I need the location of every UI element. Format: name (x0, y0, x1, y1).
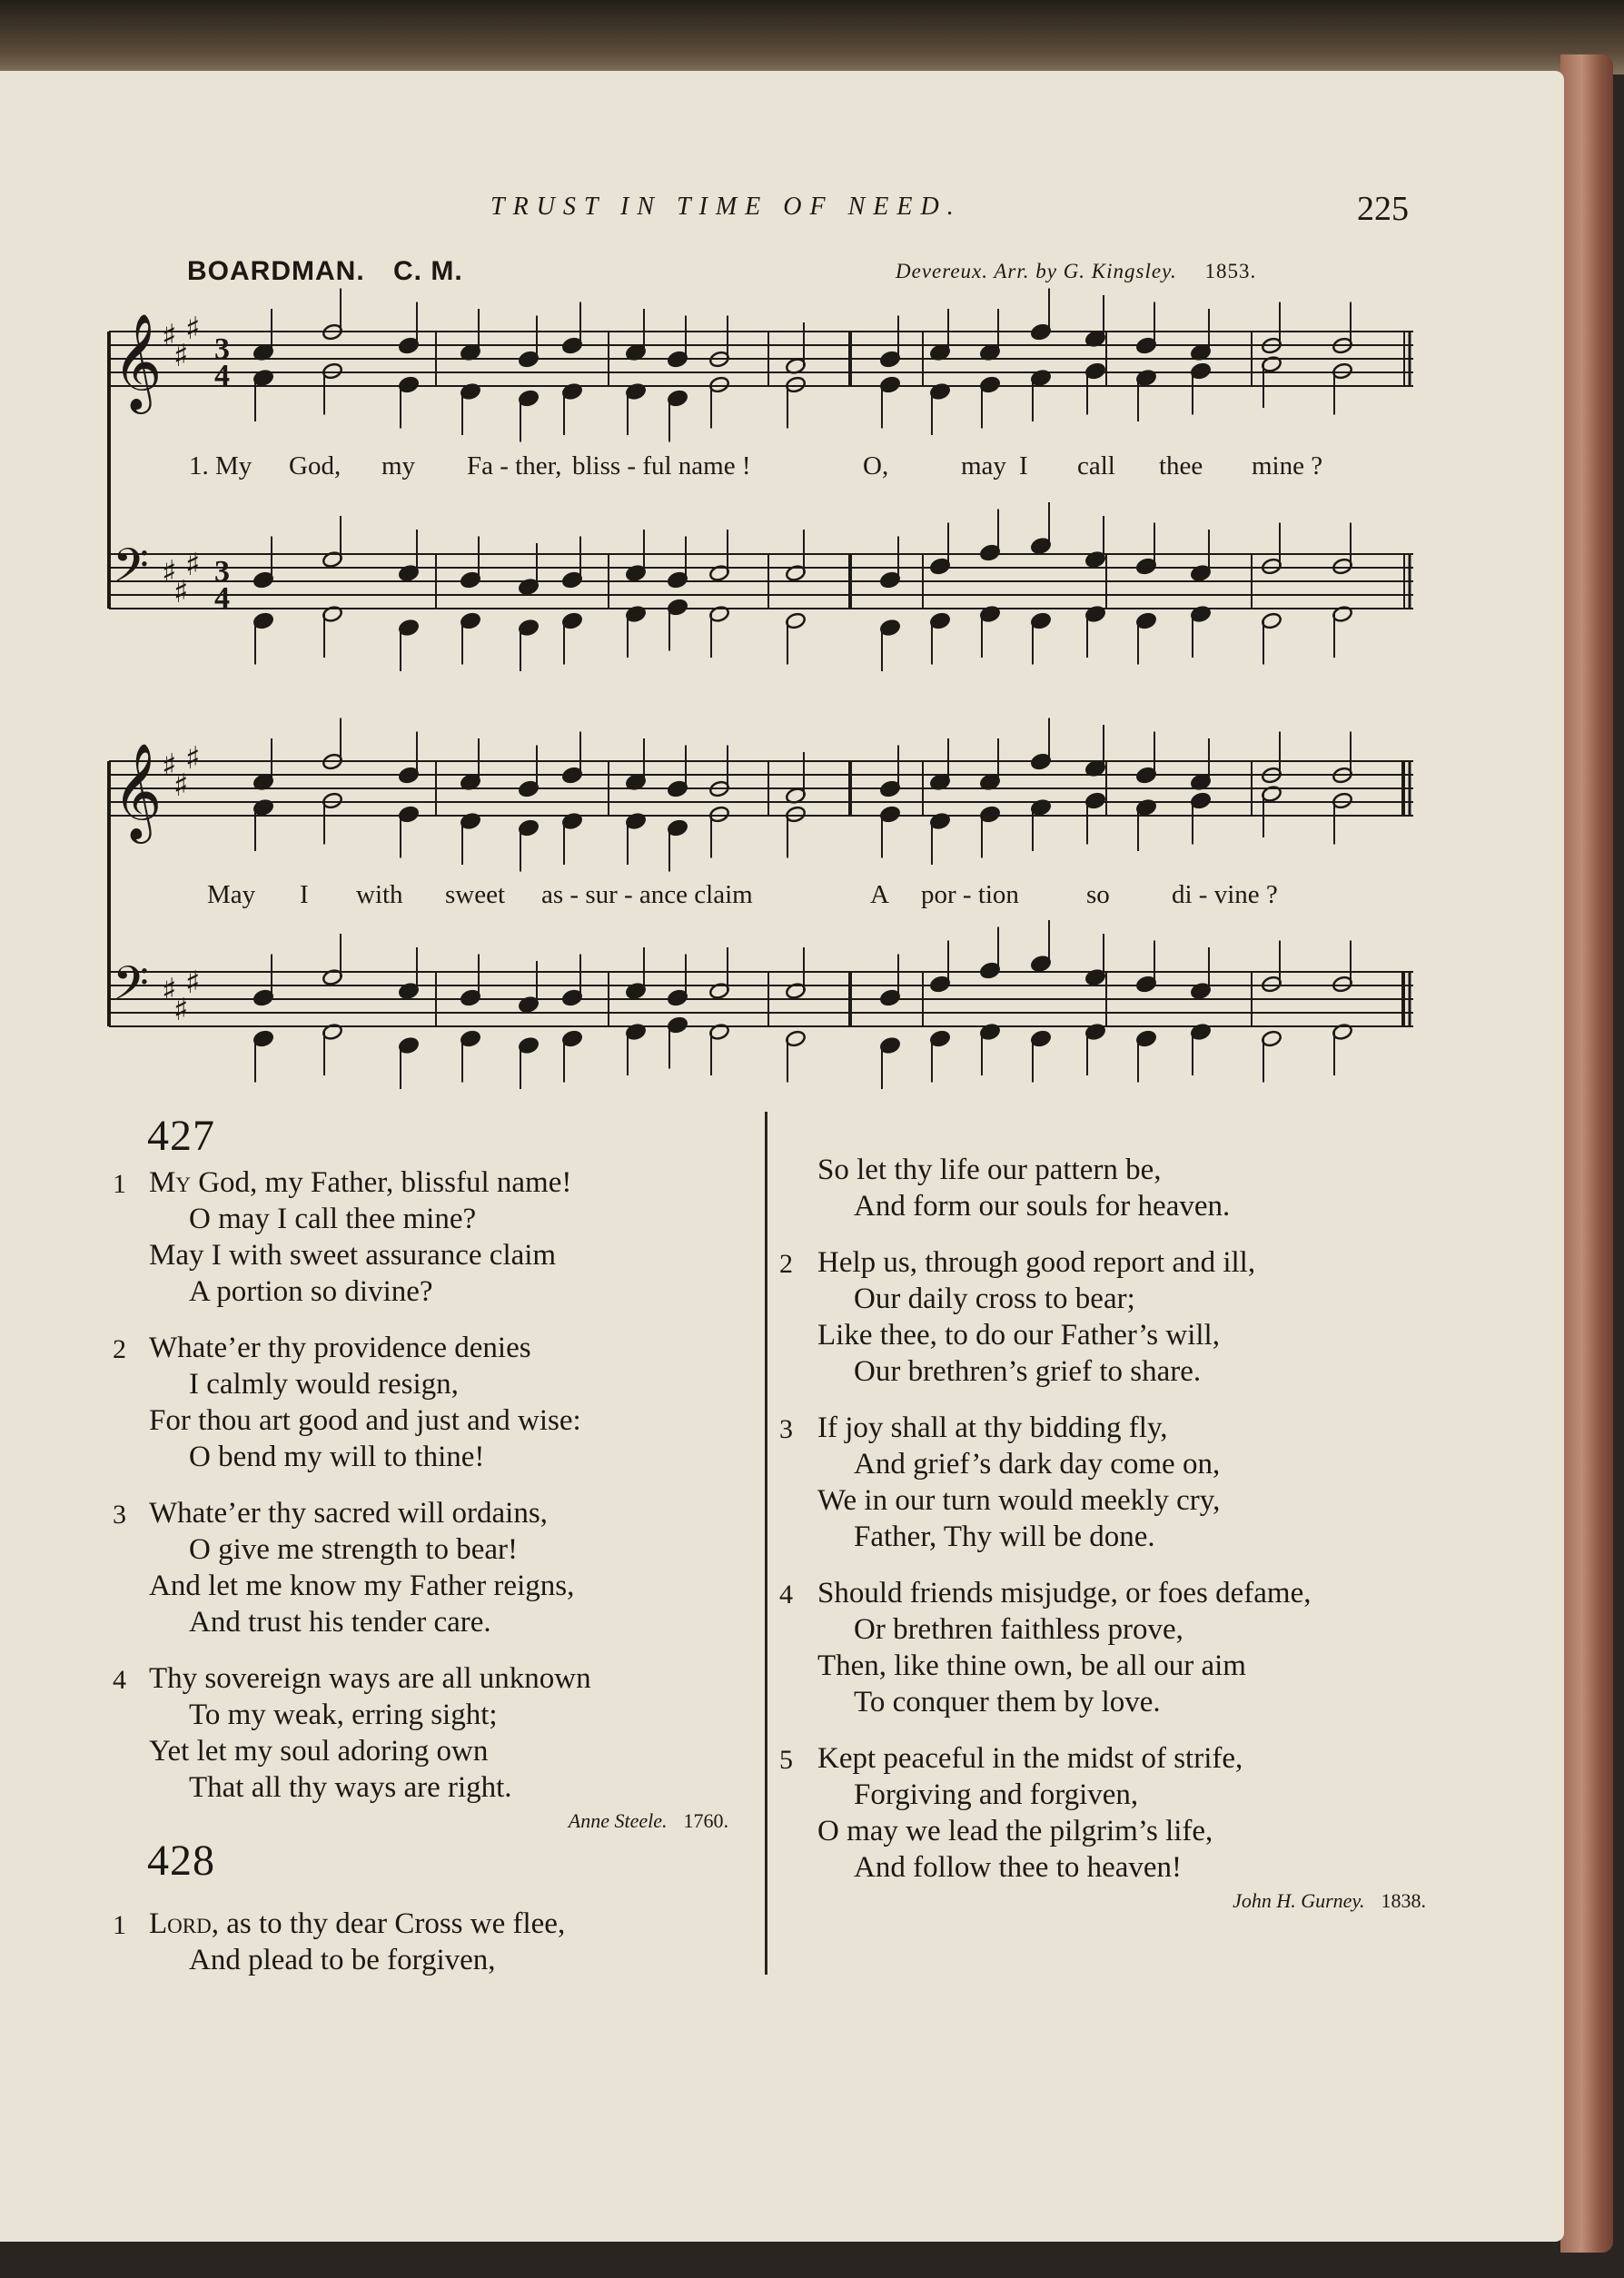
key-sharp: ♯ (173, 338, 189, 374)
bass-clef: 𝄢 (113, 956, 149, 1022)
key-sharp: ♯ (173, 992, 189, 1028)
stanza (113, 1660, 730, 1806)
verse-line: And plead to be forgiven, (189, 1944, 496, 1976)
hymn-number: 427 (147, 1112, 215, 1160)
music-system-1 (109, 289, 1413, 672)
stanza (779, 1575, 1426, 1720)
lyric-syllable: my (381, 451, 416, 480)
bass-clef: 𝄢 (113, 538, 149, 604)
tune-year: 1853. (1204, 260, 1257, 282)
verse-line: And form our souls for heaven. (854, 1190, 1231, 1223)
time-signature-bottom: 4 (214, 581, 230, 615)
stanza-number: 1 (113, 1169, 126, 1199)
lyric-syllable: bliss - ful name ! (572, 451, 751, 480)
verse-line: Help us, through good report and ill, (817, 1246, 1256, 1279)
hymn-author: John H. Gurney. 1838. (1233, 1889, 1426, 1912)
key-sharp: ♯ (162, 554, 177, 590)
verse-line: I calmly would resign, (189, 1368, 459, 1401)
lyric-syllable: as - sur - ance claim (541, 880, 753, 909)
verse-line: To my weak, erring sight; (189, 1699, 498, 1731)
key-sharp: ♯ (185, 311, 201, 347)
verse-line: And let me know my Father reigns, (149, 1570, 575, 1602)
verse-line: Like thee, to do our Father’s will, (817, 1319, 1220, 1352)
lyric-syllable: sweet (445, 880, 506, 909)
verse-line: Then, like thine own, be all our aim (817, 1649, 1246, 1682)
lyric-syllable: God, (289, 451, 342, 480)
lyric-syllable: Fa - ther, (467, 451, 562, 480)
key-sharp: ♯ (173, 574, 189, 610)
tune-name: BOARDMAN. (187, 256, 365, 286)
verse-line: Our daily cross to bear; (854, 1283, 1135, 1315)
stanza (779, 1244, 1426, 1390)
stanza-number: 3 (779, 1414, 793, 1444)
lyric-syllable: 1. My (189, 451, 253, 480)
stanza (113, 1330, 730, 1475)
lyric-syllable: O, (863, 451, 889, 480)
lyric-syllable: may (961, 451, 1006, 480)
verse-line: Whate’er thy sacred will ordains, (149, 1497, 548, 1530)
verse-line: So let thy life our pattern be, (817, 1154, 1162, 1186)
time-signature-top: 3 (214, 555, 230, 589)
music-score (0, 0, 1624, 1090)
key-sharp: ♯ (173, 768, 189, 804)
key-sharp: ♯ (185, 547, 201, 583)
verse-line: May I with sweet assurance claim (149, 1239, 557, 1272)
lyric-syllable: di - vine ? (1172, 880, 1278, 909)
running-head: TRUST IN TIME OF NEED. (490, 193, 962, 221)
verse-line: Lord, as to thy dear Cross we flee, (149, 1907, 566, 1940)
key-sharp: ♯ (162, 972, 177, 1008)
stanza-number: 4 (113, 1665, 126, 1695)
verse-line: Thy sovereign ways are all unknown (149, 1662, 591, 1695)
verse-line: Or brethren faithless prove, (854, 1613, 1183, 1646)
key-sharp: ♯ (162, 318, 177, 354)
lyric-syllable: so (1086, 880, 1110, 909)
verse-line: O may we lead the pilgrim’s life, (817, 1815, 1213, 1847)
stanza-number: 1 (113, 1910, 126, 1940)
verse-line: Our brethren’s grief to share. (854, 1355, 1202, 1388)
hymn-author: Anne Steele. 1760. (568, 1809, 728, 1832)
stanza (113, 1495, 730, 1640)
music-system-2 (109, 718, 1413, 1090)
hymn-column-right (779, 1152, 1426, 1915)
stanza (113, 1906, 730, 1978)
tune-meter: C. M. (393, 256, 463, 286)
verse-line: O may I call thee mine? (189, 1203, 477, 1235)
stanza (817, 1152, 1426, 1224)
verse-line: And grief’s dark day come on, (854, 1448, 1221, 1481)
verse-line: A portion so divine? (189, 1275, 433, 1308)
verse-line: My God, my Father, blissful name! (149, 1166, 572, 1199)
verse-line: Forgiving and forgiven, (854, 1778, 1139, 1811)
verse-line: To conquer them by love. (854, 1686, 1161, 1718)
lyric-syllable: I (300, 880, 309, 909)
lyric-syllable: I (1019, 451, 1028, 480)
lyric-syllable: call (1077, 451, 1115, 480)
time-signature-bottom: 4 (214, 359, 230, 392)
lyric-syllable: mine ? (1252, 451, 1323, 480)
lyric-syllable: A (870, 880, 889, 909)
verse-line: That all thy ways are right. (189, 1771, 512, 1804)
column-divider (765, 1112, 767, 1975)
verse-line: Father, Thy will be done. (854, 1520, 1155, 1553)
lyric-syllable: May (207, 880, 256, 909)
verse-line: Kept peaceful in the midst of strife, (817, 1742, 1243, 1775)
lyric-syllable: por - tion (921, 880, 1019, 909)
key-sharp: ♯ (185, 965, 201, 1001)
verse-line: If joy shall at thy bidding fly, (817, 1411, 1168, 1444)
verse-line: Whate’er thy providence denies (149, 1332, 531, 1364)
stanza-number: 3 (113, 1500, 126, 1530)
verse-line: Yet let my soul adoring own (149, 1735, 489, 1768)
stanza (779, 1740, 1426, 1886)
lyric-syllable: thee (1159, 451, 1203, 480)
stanza-number: 5 (779, 1745, 793, 1775)
stanza (779, 1410, 1426, 1555)
hymn-column-left (113, 1112, 728, 1978)
page-number: 225 (1357, 190, 1409, 228)
verse-line: For thou art good and just and wise: (149, 1404, 581, 1437)
verse-line: O bend my will to thine! (189, 1441, 485, 1473)
verse-line: O give me strength to bear! (189, 1533, 518, 1566)
treble-clef: 𝄞 (113, 742, 163, 839)
hymn-number: 428 (147, 1837, 215, 1885)
stanza-number: 4 (779, 1580, 793, 1609)
stanza-number: 2 (779, 1249, 793, 1279)
stanza-number: 2 (113, 1334, 126, 1364)
verse-line: And trust his tender care. (189, 1606, 491, 1639)
verse-line: Should friends misjudge, or foes defame, (817, 1577, 1312, 1609)
composer-credit: Devereux. Arr. by G. Kingsley. (896, 260, 1177, 282)
key-sharp: ♯ (185, 740, 201, 777)
verse-line: And follow thee to heaven! (854, 1851, 1183, 1884)
stanza (113, 1164, 730, 1310)
key-sharp: ♯ (162, 748, 177, 784)
verse-line: We in our turn would meekly cry, (817, 1484, 1221, 1517)
treble-clef: 𝄞 (113, 312, 163, 410)
time-signature-top: 3 (214, 332, 230, 366)
lyric-syllable: with (356, 880, 403, 909)
